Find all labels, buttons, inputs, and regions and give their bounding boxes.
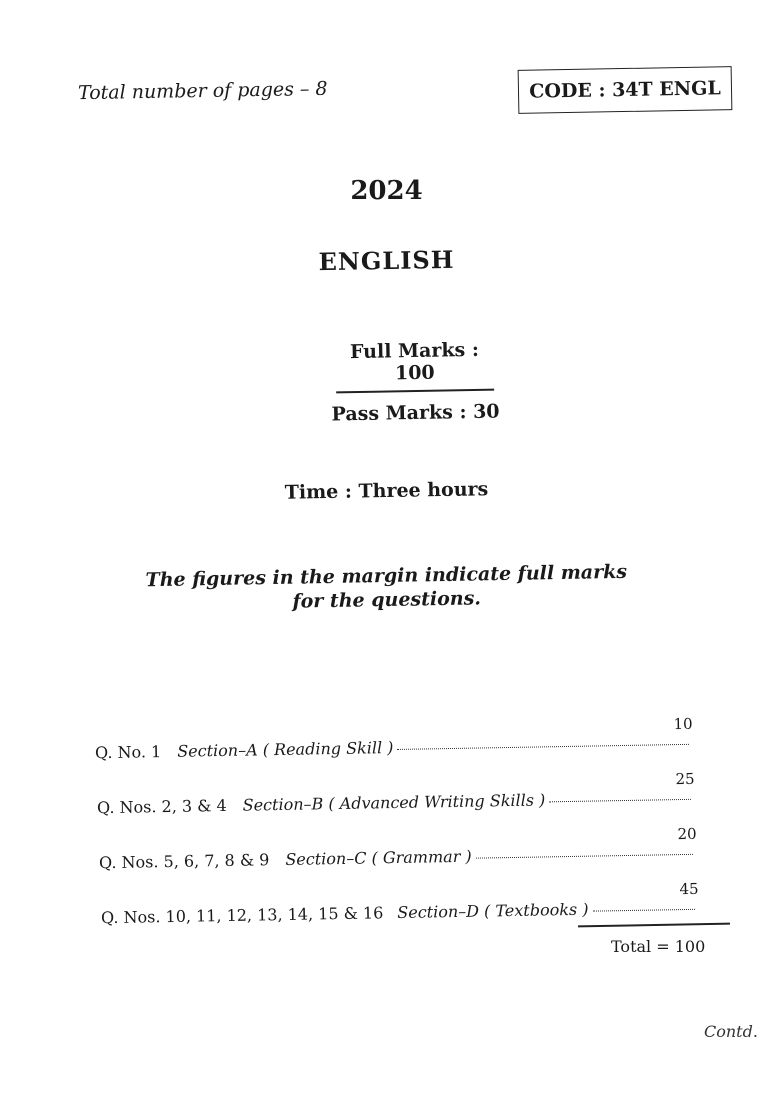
dot-leader [476, 854, 693, 859]
section-row [96, 769, 695, 818]
paper-code: CODE : 34T ENGL [529, 77, 721, 103]
full-marks: Full Marks : 100 [349, 338, 480, 385]
paper-code-box [518, 66, 733, 114]
section-name: Section–C ( Grammar ) [285, 846, 472, 869]
dot-leader [397, 744, 689, 750]
pass-marks: Pass Marks : 30 [331, 400, 500, 425]
section-name: Section–B ( Advanced Writing Skills ) [242, 790, 546, 815]
subject-title: ENGLISH [318, 244, 455, 277]
total-divider [578, 923, 730, 927]
time-allowed: Time : Three hours [284, 478, 489, 504]
question-numbers: Q. No. 1 [94, 742, 162, 763]
dot-leader [549, 799, 691, 802]
section-name: Section–D ( Textbooks ) [397, 899, 589, 923]
exam-year: 2024 [350, 176, 423, 206]
question-numbers: Q. Nos. 5, 6, 7, 8 & 9 [98, 850, 270, 873]
section-row [94, 714, 693, 763]
instruction-line-1: The figures in the margin indicate full marks [145, 560, 628, 592]
instruction [0, 557, 773, 618]
question-numbers: Q. Nos. 2, 3 & 4 [96, 795, 227, 818]
section-marks: 20 [677, 824, 697, 844]
total-marks: Total = 100 [611, 937, 706, 956]
marks-block [329, 339, 500, 425]
section-marks: 10 [673, 714, 693, 734]
section-name: Section–A ( Reading Skill ) [177, 738, 394, 761]
dot-leader [593, 909, 695, 912]
question-numbers: Q. Nos. 10, 11, 12, 13, 14, 15 & 16 [100, 903, 384, 928]
section-marks: 45 [679, 879, 699, 899]
section-marks: 25 [675, 769, 695, 789]
continued-note: Contd. [704, 1022, 758, 1041]
section-row [100, 879, 699, 928]
section-row [98, 824, 697, 873]
total-pages-note: Total number of pages – 8 [77, 77, 328, 105]
instruction-line-2: for the questions. [292, 587, 482, 613]
